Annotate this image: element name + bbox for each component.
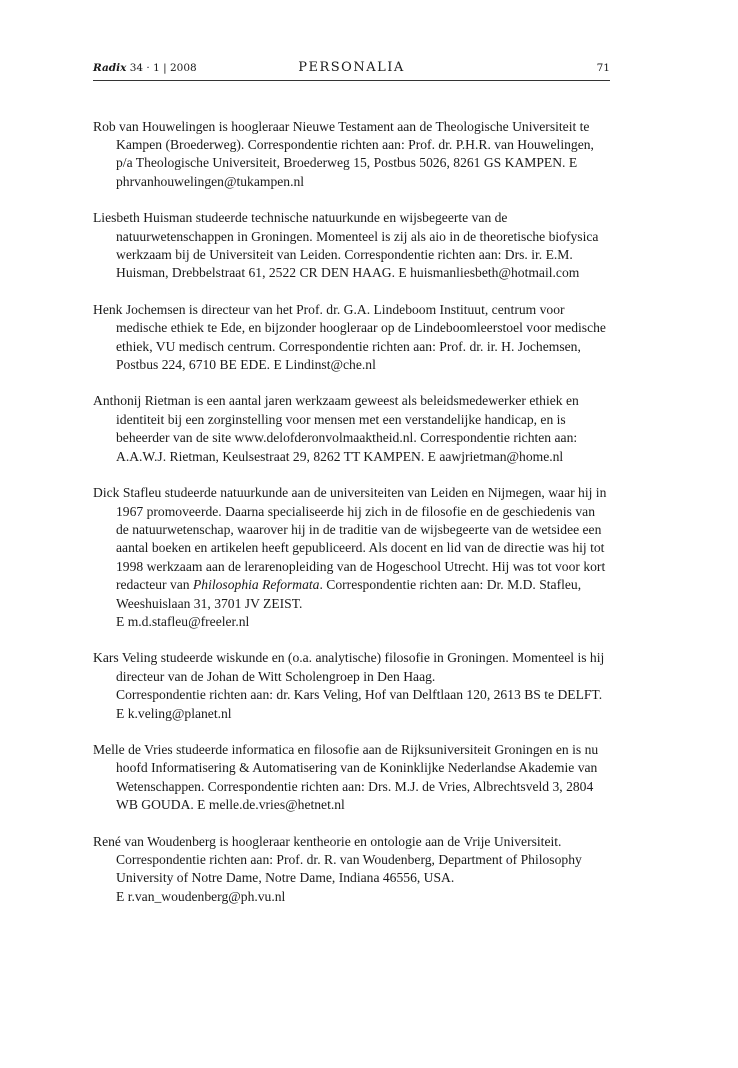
personalia-list xyxy=(93,104,610,924)
entry-de-vries xyxy=(93,741,610,815)
entry-text: Rob van Houwelingen is hoogleraar Nieuwe Testament aan de Theologische Universiteit te Kampen (Broederweg). Correspondentie richten aan: Prof. dr. P.H.R. van Houwelingen, p/a Theologische Universiteit, Broederweg 15, Postbus 5026, 8261 GS KAMPEN. E phrvanhouwelingen@tukampen.nl xyxy=(93,118,594,189)
entry-jochemsen xyxy=(93,301,610,375)
entry-text: Kars Veling studeerde wiskunde en (o.a. analytische) filosofie in Groningen. Momenteel is hij directeur van de Johan de Witt Scholengroep in Den Haag. xyxy=(93,650,605,684)
entry-huisman xyxy=(93,209,610,283)
entry-text: Melle de Vries studeerde informatica en filosofie aan de Rijksuniversiteit Groningen en is nu hoofd Informatisering & Automatisering van de Koninklijke Nederlandse Akademie van Wetenschappen. Correspondentie richten aan: Drs. M.J. de Vries, Albrechtsveld 3, 2804 WB GOUDA. E melle.de.vries@hetnet.nl xyxy=(93,741,599,813)
entry-text: Henk Jochemsen is directeur van het Prof. dr. G.A. Lindeboom Instituut, centrum voor medische ethiek te Ede, en bijzonder hoogleraar op de Lindeboomleerstoel voor medische ethiek, VU medisch centrum. Correspondentie richten aan: Prof. dr. ir. H. Jochemsen, Postbus 224, 6710 BE EDE. E Lindinst@che.nl xyxy=(93,301,606,373)
entry-text: Anthonij Rietman is een aantal jaren werkzaam geweest als beleidsmedewerker ethiek en identiteit bij een zorginstelling voor mensen met een verstandelijke handicap, en is beheerder van de site www.delofderonvolmaaktheid.nl. Correspondentie richten aan: A.A.W.J. Rietman, Keulsestraat 29, 8262 TT KAMPEN. E aawjrietman@home.nl xyxy=(93,393,579,464)
entry-contact: Correspondentie richten aan: dr. Kars Veling, Hof van Delftlaan 120, 2613 BS te DELFT. E k.veling@planet.nl xyxy=(116,687,603,721)
issue-info: 34 · 1 | 2008 xyxy=(129,62,197,74)
running-header xyxy=(93,60,610,81)
entry-rietman xyxy=(93,392,610,466)
journal-name: Radix xyxy=(93,62,127,74)
entry-text: Liesbeth Huisman studeerde technische natuurkunde en wijsbegeerte van de natuurwetenschappen in Groningen. Momenteel is zij als aio in de theoretische biofysica werkzaam bij de Universiteit van Leiden. Correspondentie richten aan: Drs. ir. E.M. Huisman, Drebbelstraat 61, 2522 CR DEN HAAG. E huismanliesbeth@hotmail.com xyxy=(93,210,599,281)
entry-email: E r.van_woudenberg@ph.vu.nl xyxy=(116,888,286,904)
entry-text-cont: . Correspondentie richten aan: Dr. M.D. Stafleu, Weeshuislaan 31, 3701 JV ZEIST. xyxy=(116,577,582,611)
entry-woudenberg xyxy=(93,833,610,907)
page-number: 71 xyxy=(596,62,610,74)
entry-contact: Correspondentie richten aan: Prof. dr. R. van Woudenberg, Department of Philosophy University of Notre Dame, Notre Dame, Indiana 46556, USA. xyxy=(116,852,582,886)
entry-text: René van Woudenberg is hoogleraar kentheorie en ontologie aan de Vrije Universiteit. xyxy=(93,833,562,849)
journal-title-italic: Philosophia Reformata xyxy=(192,577,320,593)
entry-text: Dick Stafleu studeerde natuurkunde aan de universiteiten van Leiden en Nijmegen, waar hij in 1967 promoveerde. Daarna specialiseerde hij zich in de filosofie en de geschiedenis van de natuurwetenschap, waarover hij in de traditie van de wijsbegeerte van de wetsidee een aantal boeken en artikelen heeft gepubliceerd. Als docent en lid van de directie was hij tot 1998 werkzaam aan de lerarenopleiding van de Hogeschool Utrecht. Hij was tot voor kort redacteur van xyxy=(93,485,607,593)
entry-email: E m.d.stafleu@freeler.nl xyxy=(116,613,250,629)
section-title: PERSONALIA xyxy=(298,60,405,75)
entry-stafleu xyxy=(93,484,610,631)
entry-houwelingen xyxy=(93,118,610,192)
entry-veling xyxy=(93,649,610,723)
